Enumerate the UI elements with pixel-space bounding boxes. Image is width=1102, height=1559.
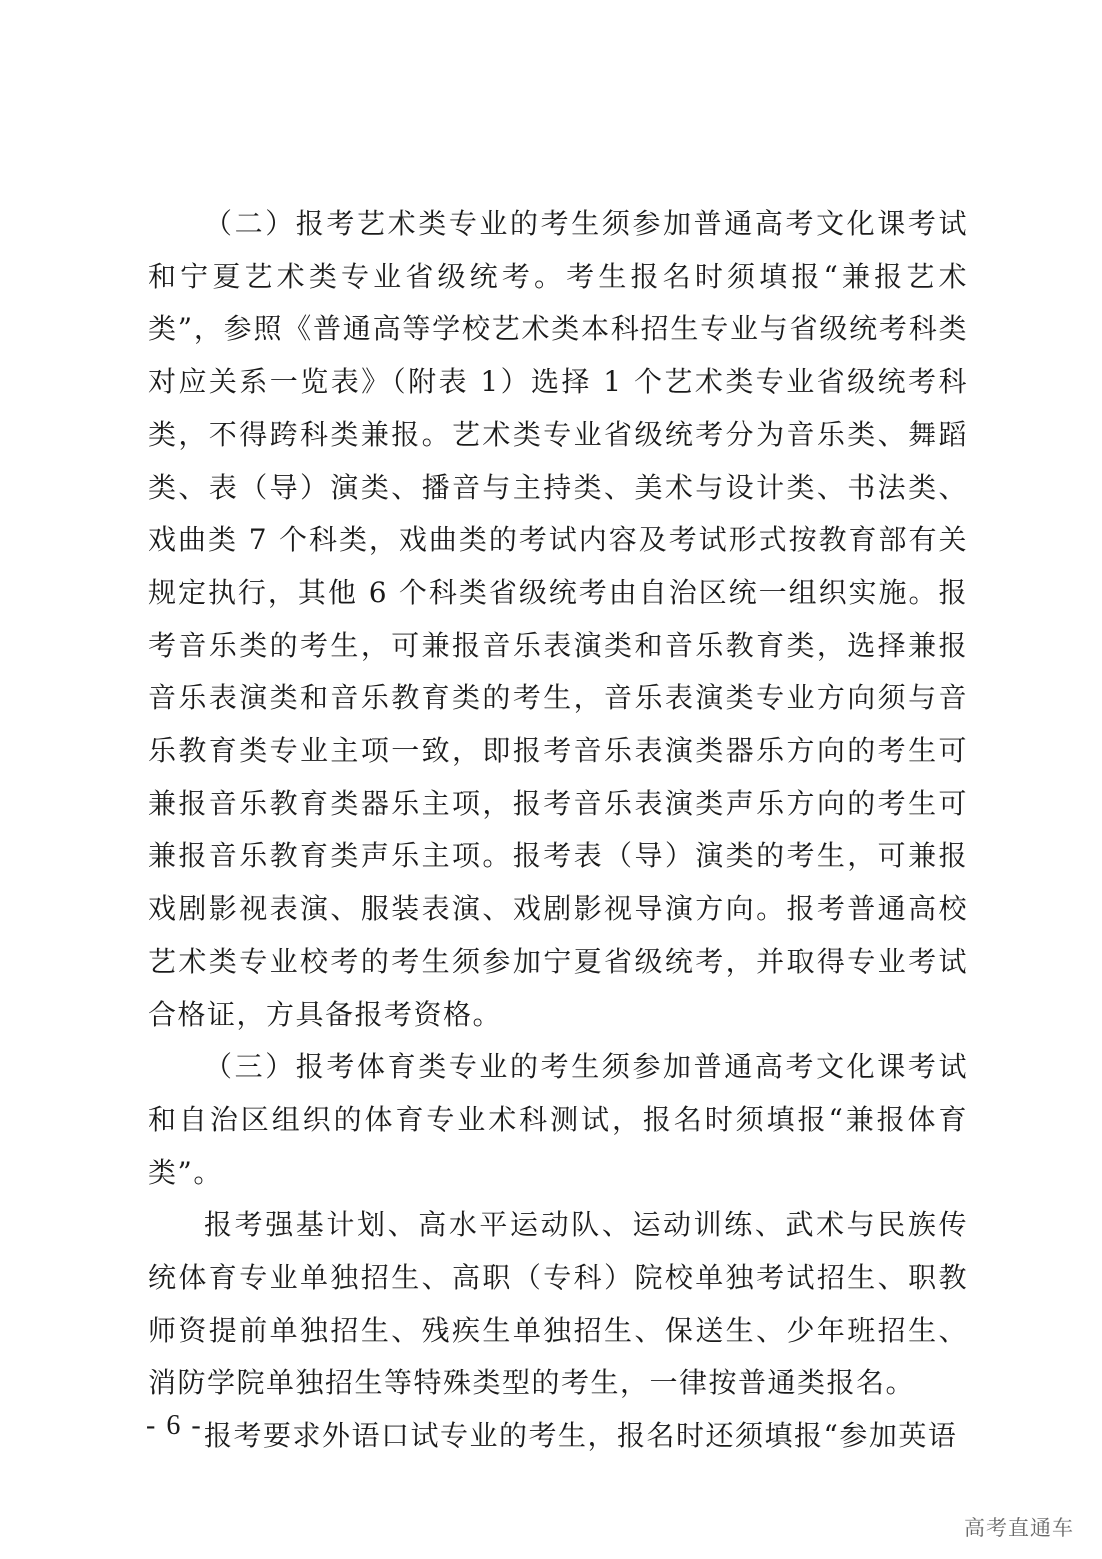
- paragraph-special-types: 报考强基计划、高水平运动队、运动训练、武术与民族传统体育专业单独招生、高职（专科）院校单独考试招生、职教师资提前单独招生、残疾生单独招生、保送生、少年班招生、消防学院单独招生等特殊类型的考生，一律按普通类报名。: [148, 1208, 968, 1400]
- paragraph-sports-category: （三）报考体育类专业的考生须参加普通高考文化课考试和自治区组织的体育专业术科测试，报名时须填报“兼报体育类”。: [148, 1050, 968, 1189]
- watermark: 高考直通车: [964, 1516, 1074, 1540]
- paragraph-oral-exam: 报考要求外语口试专业的考生，报名时还须填报“参加英语: [204, 1419, 958, 1453]
- paragraph-art-category: （二）报考艺术类专业的考生须参加普通高考文化课考试和宁夏艺术类专业省级统考。考生报名时须填报“兼报艺术类”，参照《普通高等学校艺术类本科招生专业与省级统考科类对应关系一览表》（附表 1）选择 1 个艺术类专业省级统考科类，不得跨科类兼报。艺术类专业省级统考分为音乐类、舞蹈类、表（导）演类、播音与主持类、美术与设计类、书法类、戏曲类 7 个科类，戏曲类的考试内容及考试形式按教育部有关规定执行，其他 6 个科类省级统考由自治区统一组织实施。报考音乐类的考生，可兼报音乐表演类和音乐教育类，选择兼报音乐表演类和音乐教育类的考生，音乐表演类专业方向须与音乐教育类专业主项一致，即报考音乐表演类器乐方向的考生可兼报音乐教育类器乐主项，报考音乐表演类声乐方向的考生可兼报音乐教育类声乐主项。报考表（导）演类的考生，可兼报戏剧影视表演、服装表演、戏剧影视导演方向。报考普通高校艺术类专业校考的考生须参加宁夏省级统考，并取得专业考试合格证，方具备报考资格。: [148, 207, 968, 1031]
- page-number: - 6 -: [146, 1410, 203, 1441]
- body-text: [148, 198, 968, 1463]
